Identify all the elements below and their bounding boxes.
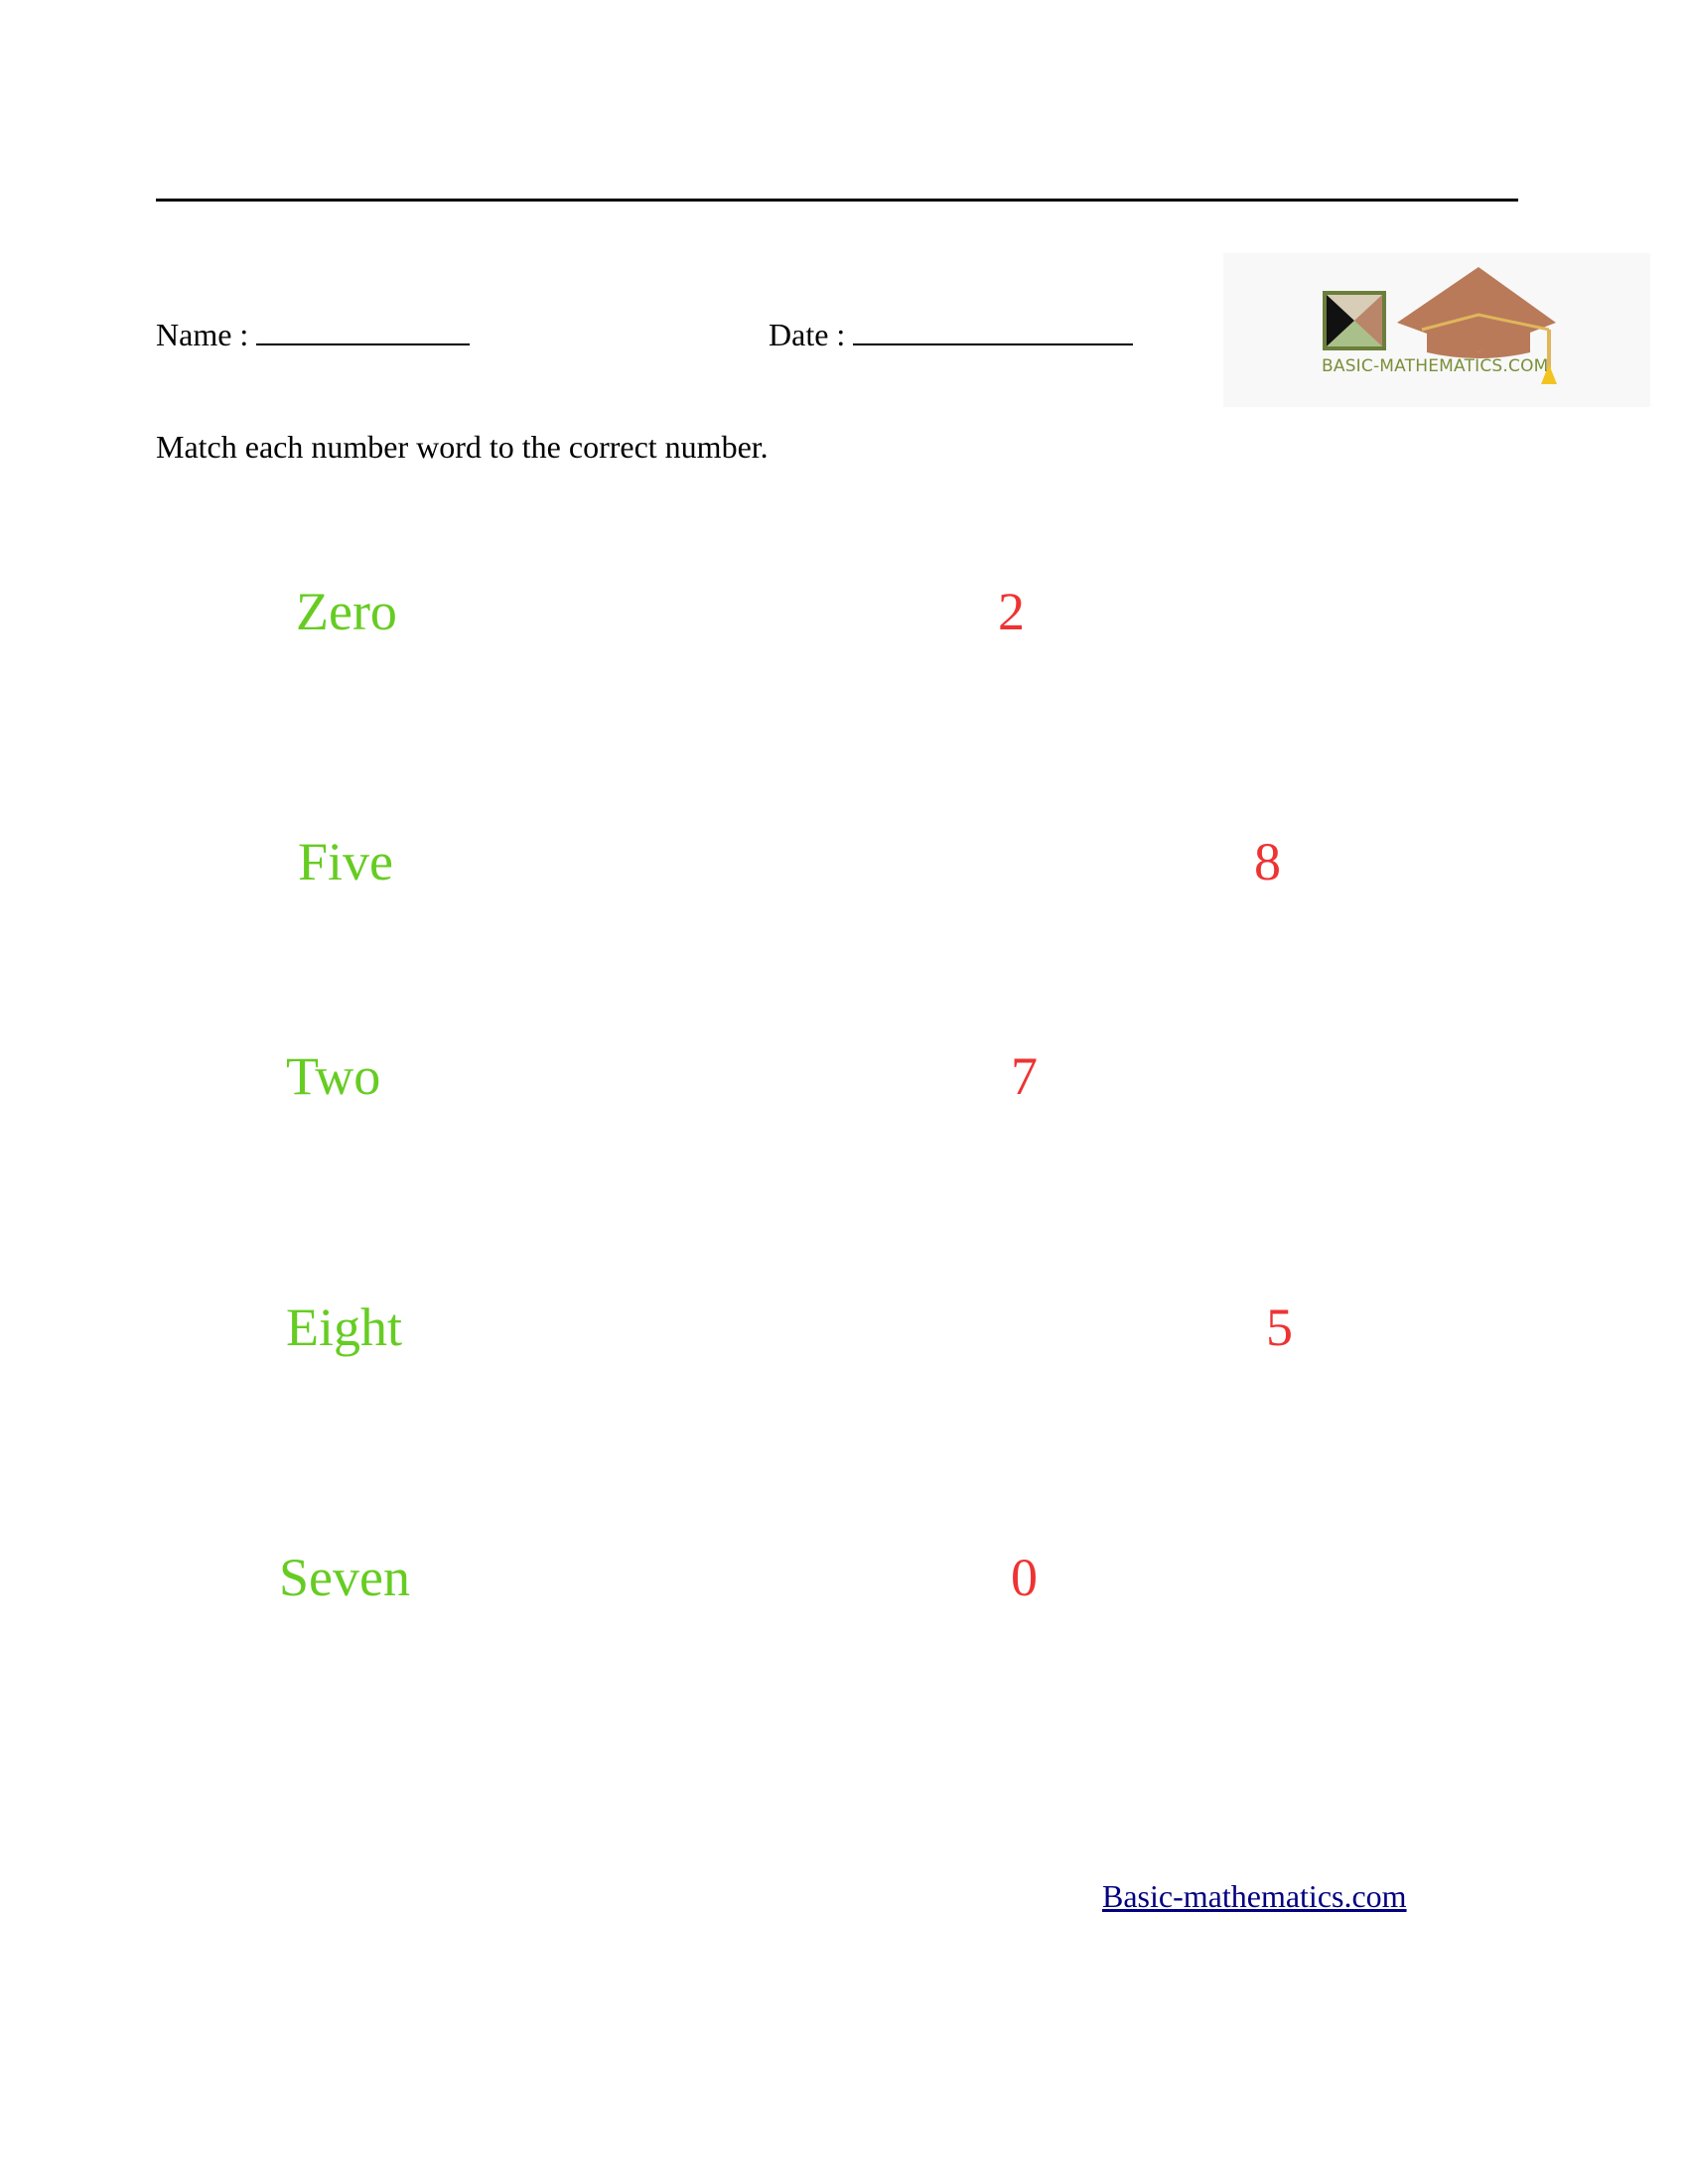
number-word: Eight <box>286 1297 402 1357</box>
footer-link[interactable]: Basic-mathematics.com <box>1102 1878 1407 1914</box>
number-word: Two <box>286 1046 381 1106</box>
number-value: 7 <box>1011 1046 1038 1106</box>
number-word: Five <box>298 832 394 891</box>
name-field <box>156 314 470 354</box>
number-word: Zero <box>296 582 397 641</box>
number-value: 8 <box>1254 832 1281 891</box>
date-field <box>769 314 1133 354</box>
instructions: Match each number word to the correct number. <box>156 429 769 465</box>
square-triangles-icon <box>1325 293 1384 348</box>
number-value: 5 <box>1266 1297 1293 1357</box>
logo-text: BASIC-MATHEMATICS.COM <box>1322 356 1549 376</box>
date-label: Date : <box>769 317 846 352</box>
number-value: 2 <box>998 582 1025 641</box>
date-blank[interactable] <box>853 314 1133 345</box>
name-blank[interactable] <box>256 314 470 345</box>
name-label: Name : <box>156 317 249 352</box>
top-rule <box>156 199 1518 202</box>
number-value: 0 <box>1011 1548 1038 1607</box>
site-logo <box>1223 253 1650 407</box>
number-word: Seven <box>279 1548 410 1607</box>
logo-graphic <box>1223 253 1650 407</box>
